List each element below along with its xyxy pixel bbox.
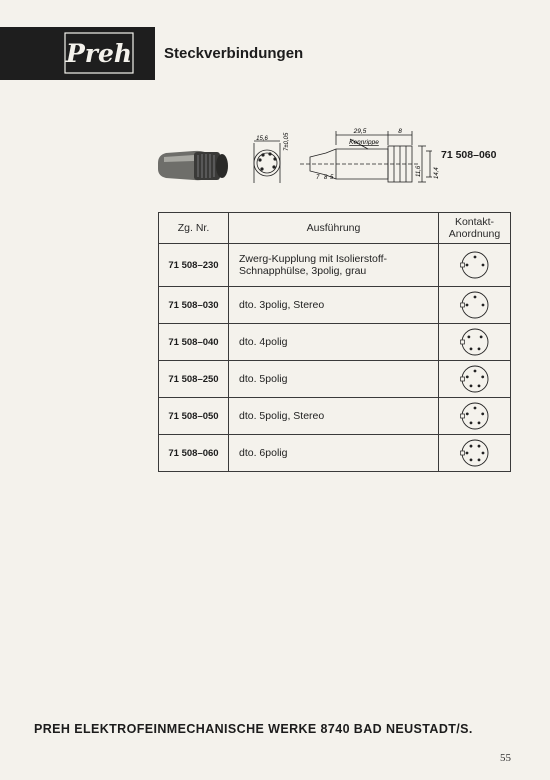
row-part-number: 71 508–230: [159, 244, 229, 287]
page-title: Steckverbindungen: [164, 45, 304, 62]
dim-7: 7: [316, 175, 320, 181]
logo-text: Preh: [65, 39, 133, 68]
row-part-number: 71 508–050: [159, 398, 229, 435]
contact-3pin-stereo-icon: [460, 290, 490, 320]
header-contact-line2: Anordnung: [448, 228, 501, 240]
contact-4pin-icon: [460, 327, 490, 357]
row-part-number: 71 508–250: [159, 361, 229, 398]
contact-pin: [479, 335, 482, 338]
dim-29-5: 29,5: [353, 128, 367, 135]
contact-pin: [481, 413, 484, 416]
spec-table: [158, 212, 511, 472]
contact-pin: [481, 452, 484, 455]
table-row: [159, 398, 511, 435]
contact-pin: [481, 376, 484, 379]
row-description: [229, 361, 439, 398]
contact-pin: [481, 304, 484, 307]
contact-pin: [477, 459, 480, 462]
row-description: [229, 324, 439, 361]
dim-15-6: 15,6: [256, 136, 268, 142]
contact-pin: [465, 452, 468, 455]
row-description: [229, 398, 439, 435]
row-contact-arrangement: [439, 361, 511, 398]
row-part-number: 71 508–030: [159, 287, 229, 324]
row-contact-arrangement: [439, 398, 511, 435]
row-description-line1: Zwerg-Kupplung mit Isolierstoff-: [239, 253, 388, 265]
header-contact: [439, 213, 511, 244]
row-part-number: 71 508–060: [159, 435, 229, 472]
dim-14-4: 14,4: [434, 167, 440, 179]
contact-pin: [469, 385, 472, 388]
row-contact-arrangement: [439, 287, 511, 324]
contact-pin: [469, 348, 472, 351]
row-description-line1: dto. 3polig, Stereo: [239, 299, 325, 311]
row-contact-arrangement: [439, 244, 511, 287]
kennrippe-label: Kennrippe: [349, 139, 379, 146]
contact-5pin-stereo-icon: [460, 401, 490, 431]
contact-3pin-icon: [460, 250, 490, 280]
contact-6pin-icon: [460, 438, 490, 468]
row-description-line2: Schnapphülse, 3polig, grau: [239, 265, 367, 277]
preh-logo: [64, 31, 134, 75]
row-contact-arrangement: [439, 435, 511, 472]
contact-pin: [477, 422, 480, 425]
contact-pin: [477, 348, 480, 351]
contact-pin: [473, 256, 476, 259]
contact-pin: [465, 376, 468, 379]
row-contact-arrangement: [439, 324, 511, 361]
contact-pin: [477, 385, 480, 388]
table-row: [159, 244, 511, 287]
header-contact-line1: Kontakt-: [454, 216, 495, 228]
contact-pin: [465, 304, 468, 307]
contact-pin: [469, 445, 472, 448]
row-description-line1: dto. 5polig: [239, 373, 288, 385]
row-part-number: 71 508–040: [159, 324, 229, 361]
contact-5pin-icon: [460, 364, 490, 394]
table-row: [159, 435, 511, 472]
dim-5: 5: [330, 175, 334, 181]
row-description-line1: dto. 5polig, Stereo: [239, 410, 325, 422]
row-description: [229, 244, 439, 287]
drawing-part-number: 71 508–060: [441, 149, 497, 161]
contact-pin: [473, 407, 476, 410]
page-number: 55: [500, 752, 511, 764]
dim-8: 8: [398, 128, 402, 135]
dim-7-tol: 7±0,05: [284, 132, 290, 151]
contact-pin: [469, 459, 472, 462]
front-view: [254, 141, 280, 183]
table-header-row: [159, 213, 511, 244]
technical-drawing: [150, 115, 510, 210]
contact-pin: [465, 264, 468, 267]
table-row: [159, 287, 511, 324]
table-row: [159, 361, 511, 398]
contact-pin: [473, 370, 476, 373]
publisher-footer: PREH ELEKTROFEINMECHANISCHE WERKE 8740 BAD NEUSTADT/S.: [34, 722, 473, 736]
row-description: [229, 435, 439, 472]
contact-pin: [467, 335, 470, 338]
header-design: Ausführung: [229, 213, 439, 244]
row-description-line1: dto. 4polig: [239, 336, 288, 348]
contact-pin: [473, 296, 476, 299]
table-row: [159, 324, 511, 361]
dim-11-6: 11,6: [416, 165, 422, 177]
contact-pin: [465, 413, 468, 416]
contact-pin: [477, 445, 480, 448]
contact-pin: [481, 264, 484, 267]
dim-8b: 8: [324, 175, 328, 181]
header-part: Zg. Nr.: [159, 213, 229, 244]
contact-pin: [469, 422, 472, 425]
plug-photo: [158, 151, 228, 180]
row-description: [229, 287, 439, 324]
row-description-line1: dto. 6polig: [239, 447, 288, 459]
